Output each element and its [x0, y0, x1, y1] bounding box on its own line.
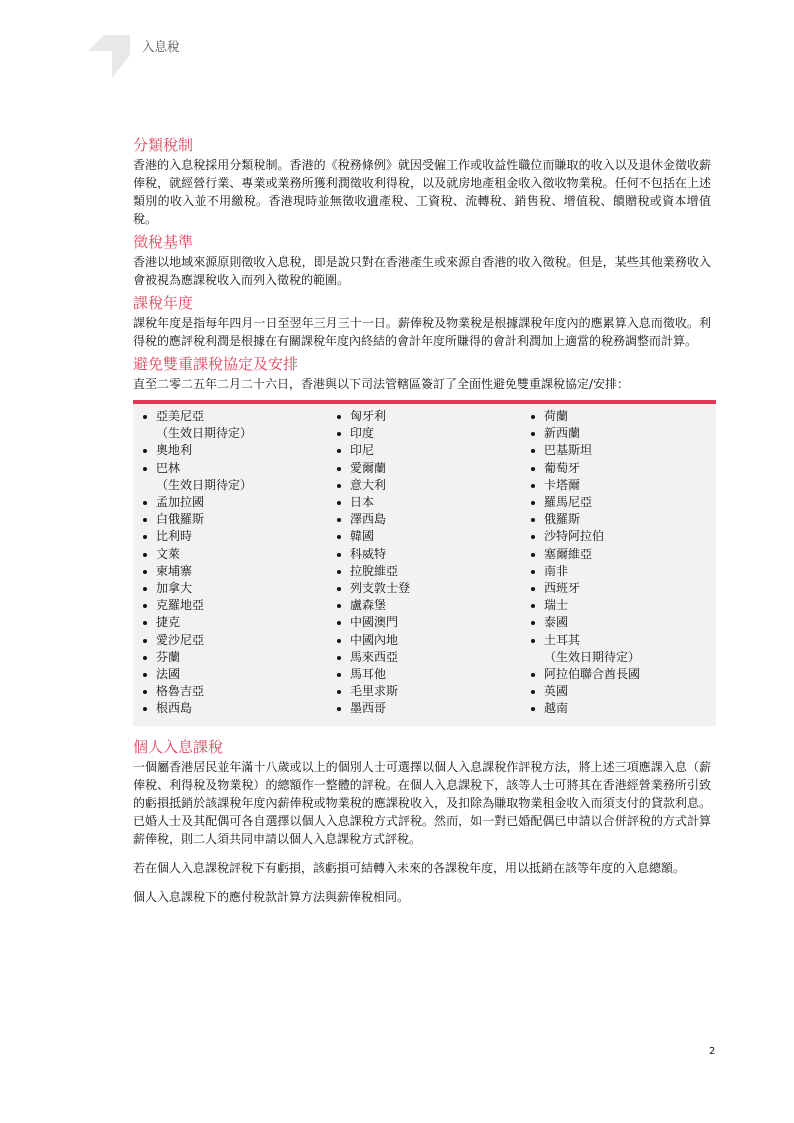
jurisdiction-item: 加拿大	[139, 580, 327, 597]
jurisdiction-item: 愛爾蘭	[333, 460, 521, 477]
jurisdiction-item: 法國	[139, 666, 327, 683]
section-title: 個人入息課稅	[133, 737, 224, 756]
section-title: 課稅年度	[133, 294, 194, 312]
jurisdiction-item: 南非	[527, 563, 715, 580]
jurisdiction-item: 葡萄牙	[527, 460, 715, 477]
section-double-taxation	[133, 353, 711, 393]
jurisdiction-item: 列支敦士登	[333, 580, 521, 597]
jurisdiction-item: 荷蘭	[527, 408, 715, 425]
jurisdiction-item: 孟加拉國	[139, 494, 327, 511]
section-paragraph: 課稅年度是指每年四月一日至翌年三月三十一日。薪俸稅及物業稅是根據課稅年度內的應累算入息而徵收。利得稅的應評稅利潤是根據在有關課稅年度內終結的會計年度所賺得的會計利潤加上適當的稅務調整而計算。	[133, 316, 711, 348]
jurisdiction-item: 韓國	[333, 528, 521, 545]
jurisdiction-item: 阿拉伯聯合酋長國	[527, 666, 715, 683]
section-paragraph: 香港以地域來源原則徵收入息稅，即是說只對在香港產生或來源自香港的收入徵稅。但是，某些其他業務收入會被視為應課稅收入而列入徵稅的範圍。	[133, 255, 711, 287]
jurisdiction-note: （生效日期待定）	[156, 426, 253, 441]
jurisdiction-item: 印尼	[333, 442, 521, 459]
jurisdiction-item: 奧地利	[139, 442, 327, 459]
section-title: 分類稅制	[133, 136, 194, 154]
jurisdiction-item: 巴林	[139, 460, 327, 477]
logo-icon	[88, 33, 134, 79]
jurisdiction-item: 土耳其	[527, 632, 715, 649]
jurisdiction-item: 中國澳門	[333, 614, 521, 631]
jurisdiction-item: 文萊	[139, 546, 327, 563]
jurisdiction-item: 毛里求斯	[333, 683, 521, 700]
jurisdiction-item: 科威特	[333, 546, 521, 563]
jurisdiction-item: 拉脫維亞	[333, 563, 521, 580]
jurisdiction-item: 瑞士	[527, 597, 715, 614]
header-title: 入息稅	[142, 39, 180, 54]
jurisdiction-item: 馬耳他	[333, 666, 521, 683]
jurisdiction-item: 意大利	[333, 477, 521, 494]
jurisdiction-item: 沙特阿拉伯	[527, 528, 715, 545]
jurisdiction-note: （生效日期待定）	[156, 477, 253, 492]
jurisdiction-item: 新西蘭	[527, 425, 715, 442]
jurisdiction-item: 泰國	[527, 614, 715, 631]
section-title: 避免雙重課稅協定及安排	[133, 355, 299, 373]
section-tax-basis	[133, 231, 711, 289]
jurisdiction-item: 克羅地亞	[139, 597, 327, 614]
jurisdiction-table	[133, 400, 716, 726]
jurisdiction-item: 匈牙利	[333, 408, 521, 425]
jurisdiction-column-2	[327, 408, 521, 718]
jurisdiction-item: 越南	[527, 700, 715, 717]
jurisdiction-item: 俄羅斯	[527, 511, 715, 528]
section-paragraph: 一個屬香港居民並年滿十八歲或以上的個別人士可選擇以個人入息課稅作評稅方法，將上述三項應課入息（薪俸稅、利得稅及物業稅）的總額作一整體的評稅。在個人入息課稅下，該等人士可將其在香港經營業務所引致的虧損抵銷於該課稅年度內薪俸稅或物業稅的應課稅收入，及扣除為賺取物業租金收入而須支付的貸款利息。已婚人士及其配偶可各自選擇以個人入息課稅方式評稅。然而，如一對已婚配偶已申請以合併評稅的方式計算薪俸稅，則二人須共同申請以個人入息課稅方式評稅。	[133, 759, 711, 846]
jurisdiction-item: 愛沙尼亞	[139, 632, 327, 649]
jurisdiction-item: 卡塔爾	[527, 477, 715, 494]
section-paragraph: 直至二零二五年二月二十六日，香港與以下司法管轄區簽訂了全面性避免雙重課稅協定/安排：	[133, 377, 630, 391]
jurisdiction-item: 西班牙	[527, 580, 715, 597]
jurisdiction-item: 亞美尼亞	[139, 408, 327, 425]
section-paragraph: 香港的入息稅採用分類稅制。香港的《稅務條例》就因受僱工作或收益性職位而賺取的收入以及退休金徵收薪俸稅，就經營行業、專業或業務所獲利潤徵收利得稅，以及就房地產租金收入徵收物業稅。任何不包括在上述類別的收入並不用繳稅。香港現時並無徵收遺產稅、工資稅、流轉稅、銷售稅、增值稅、饋贈稅或資本增值稅。	[133, 158, 711, 226]
jurisdiction-item: 英國	[527, 683, 715, 700]
section-classification	[133, 134, 711, 228]
jurisdiction-item: 澤西島	[333, 511, 521, 528]
jurisdiction-column-3	[521, 408, 715, 718]
jurisdiction-item: 根西島	[139, 700, 327, 717]
jurisdiction-column-1	[133, 408, 327, 718]
jurisdiction-item: 捷克	[139, 614, 327, 631]
jurisdiction-item: 日本	[333, 494, 521, 511]
section-paragraph: 若在個人入息課稅評稅下有虧損，該虧損可結轉入未來的各課稅年度，用以抵銷在該等年度的入息總額。	[133, 860, 686, 875]
jurisdiction-item: 巴基斯坦	[527, 442, 715, 459]
jurisdiction-item: 墨西哥	[333, 700, 521, 717]
jurisdiction-item: 中國內地	[333, 632, 521, 649]
jurisdiction-item: 柬埔寨	[139, 563, 327, 580]
jurisdiction-item: 塞爾維亞	[527, 546, 715, 563]
jurisdiction-note: （生效日期待定）	[544, 649, 641, 664]
jurisdiction-item: 比利時	[139, 528, 327, 545]
section-year-of-assessment	[133, 292, 711, 350]
jurisdiction-item: 芬蘭	[139, 649, 327, 666]
section-title: 徵稅基準	[133, 233, 194, 251]
jurisdiction-item: 馬來西亞	[333, 649, 521, 666]
main-content	[133, 134, 711, 909]
page-number: 2	[709, 1046, 716, 1057]
jurisdiction-item: 羅馬尼亞	[527, 494, 715, 511]
section-personal-assessment	[133, 736, 711, 906]
jurisdiction-item: 印度	[333, 425, 521, 442]
jurisdiction-item: 白俄羅斯	[139, 511, 327, 528]
jurisdiction-item: 盧森堡	[333, 597, 521, 614]
section-paragraph: 個人入息課稅下的應付稅款計算方法與薪俸稅相同。	[133, 889, 410, 904]
jurisdiction-item: 格魯吉亞	[139, 683, 327, 700]
